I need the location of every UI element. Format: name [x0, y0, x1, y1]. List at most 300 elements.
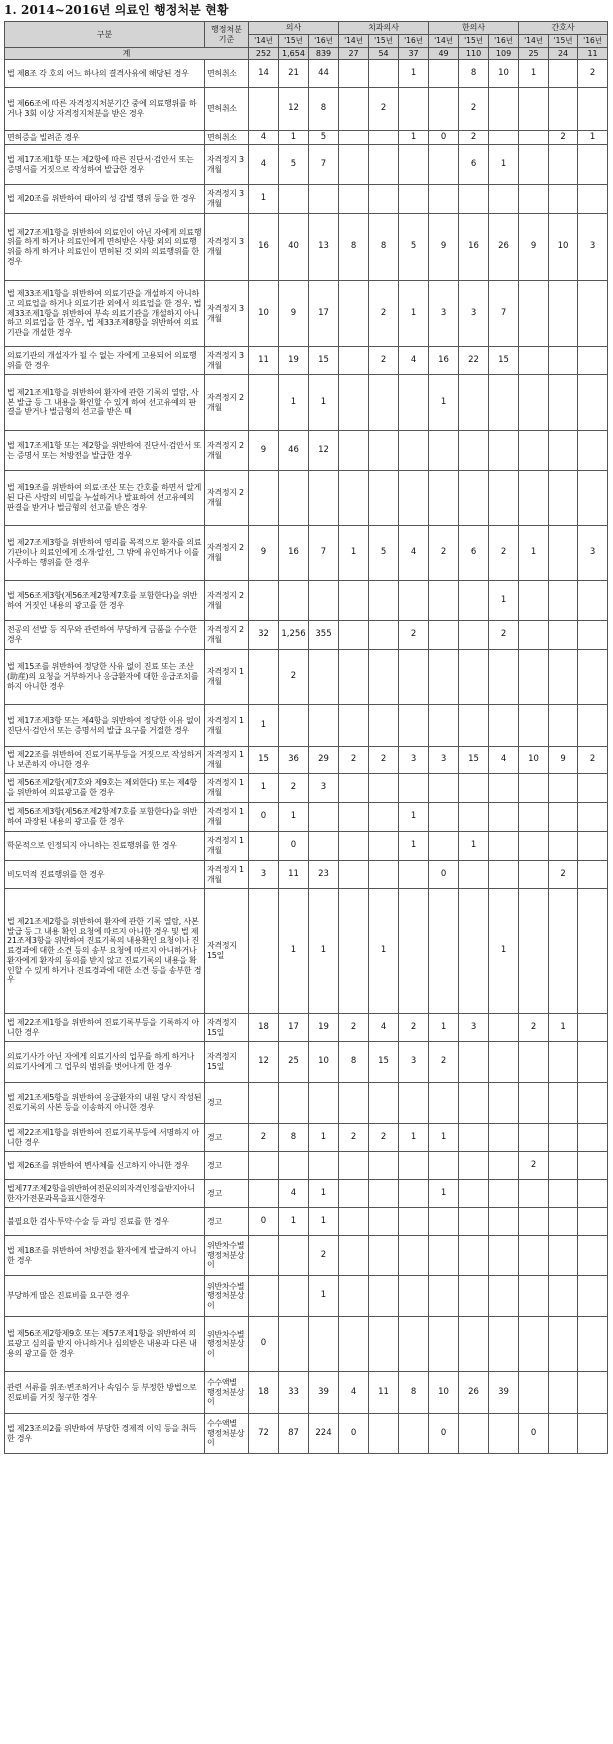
count-cell	[309, 803, 339, 832]
count-cell	[459, 861, 489, 889]
count-cell: 16	[459, 214, 489, 281]
count-cell	[549, 650, 578, 705]
count-cell: 2	[489, 621, 519, 650]
count-cell: 12	[309, 431, 339, 471]
group-header-dentist: 치과의사	[339, 22, 429, 35]
count-cell: 1	[399, 803, 429, 832]
violation-description: 법 제21조제5항을 위반하여 응급환자의 내원 당시 작성된 진료기록의 사본 등을 이송하지 아니한 경우	[5, 1083, 205, 1124]
count-cell	[429, 705, 459, 747]
violation-description: 법 제56조제2항(제7호와 제9호는 제외한다) 또는 제4항을 위반하여 의료광고를 한 경우	[5, 774, 205, 803]
count-cell: 9	[249, 431, 279, 471]
count-cell	[399, 1276, 429, 1317]
count-cell: 3	[309, 774, 339, 803]
count-cell	[519, 1180, 549, 1208]
penalty-standard: 자격정지 15일	[205, 1042, 249, 1083]
count-cell	[489, 1042, 519, 1083]
count-cell	[489, 803, 519, 832]
count-cell	[519, 1372, 549, 1414]
total-cell: 54	[369, 48, 399, 60]
count-cell	[429, 471, 459, 526]
count-cell	[519, 1208, 549, 1236]
count-cell: 5	[279, 145, 309, 185]
table-row	[5, 1414, 608, 1454]
count-cell	[549, 1317, 578, 1372]
total-cell: 27	[339, 48, 369, 60]
count-cell	[459, 1236, 489, 1276]
violation-description: 법 제17조제3항 또는 제4항을 위반하여 정당한 이유 없이 진단서·검안서 또는 증명서의 발급 요구를 거절한 경우	[5, 705, 205, 747]
count-cell: 1	[309, 1276, 339, 1317]
count-cell	[549, 705, 578, 747]
count-cell	[489, 1236, 519, 1276]
count-cell	[339, 88, 369, 131]
penalty-standard: 자격정지 1개월	[205, 774, 249, 803]
count-cell: 2	[459, 131, 489, 145]
violation-description: 법 제56조제2항제9호 또는 제57조제1항을 위반하여 의료광고 심의를 받지 아니하거나 심의받은 내용과 다른 내용의 광고를 한 경우	[5, 1317, 205, 1372]
count-cell	[519, 431, 549, 471]
year-header: '14년	[249, 35, 279, 48]
count-cell	[578, 861, 608, 889]
count-cell: 1	[429, 1014, 459, 1042]
count-cell	[429, 1208, 459, 1236]
count-cell	[399, 431, 429, 471]
count-cell	[549, 185, 578, 214]
count-cell: 32	[249, 621, 279, 650]
count-cell	[519, 832, 549, 861]
table-row	[5, 1083, 608, 1124]
total-cell: 110	[459, 48, 489, 60]
table-row	[5, 1317, 608, 1372]
count-cell	[429, 650, 459, 705]
count-cell: 21	[279, 60, 309, 88]
violation-description: 관련 서류를 위조·변조하거나 속임수 등 부정한 방법으로 진료비를 거짓 청구한 경우	[5, 1372, 205, 1414]
table-row	[5, 705, 608, 747]
table-row	[5, 145, 608, 185]
count-cell	[459, 1317, 489, 1372]
table-row	[5, 1124, 608, 1152]
table-row	[5, 861, 608, 889]
count-cell	[369, 145, 399, 185]
count-cell: 2	[279, 774, 309, 803]
count-cell: 6	[459, 145, 489, 185]
table-row	[5, 832, 608, 861]
count-cell	[339, 861, 369, 889]
count-cell: 15	[249, 747, 279, 774]
violation-description: 법 제21조제1항을 위반하여 환자에 관한 기록의 열람, 사본 발급 등 그 내용을 확인할 수 있게 하여 선고유예의 판결을 받거나 벌금형의 선고를 받은 때	[5, 375, 205, 431]
count-cell: 15	[459, 747, 489, 774]
count-cell: 2	[369, 747, 399, 774]
count-cell: 3	[459, 1014, 489, 1042]
count-cell	[519, 705, 549, 747]
count-cell	[279, 185, 309, 214]
count-cell: 1	[489, 581, 519, 621]
count-cell	[459, 1208, 489, 1236]
count-cell: 2	[339, 1014, 369, 1042]
violation-description: 학문적으로 인정되지 아니하는 진료행위를 한 경우	[5, 832, 205, 861]
count-cell	[489, 650, 519, 705]
count-cell	[578, 185, 608, 214]
count-cell: 26	[489, 214, 519, 281]
count-cell: 11	[369, 1372, 399, 1414]
count-cell: 9	[519, 214, 549, 281]
count-cell: 19	[279, 347, 309, 375]
count-cell: 15	[369, 1042, 399, 1083]
table-row	[5, 650, 608, 705]
count-cell: 1	[279, 131, 309, 145]
count-cell: 1	[279, 889, 309, 1014]
count-cell	[519, 281, 549, 347]
count-cell	[549, 889, 578, 1014]
count-cell	[519, 471, 549, 526]
count-cell	[578, 1208, 608, 1236]
count-cell	[249, 650, 279, 705]
count-cell: 0	[249, 803, 279, 832]
count-cell	[369, 1208, 399, 1236]
count-cell	[519, 581, 549, 621]
count-cell	[549, 1236, 578, 1276]
count-cell: 22	[459, 347, 489, 375]
count-cell: 2	[459, 88, 489, 131]
count-cell	[369, 774, 399, 803]
count-cell: 7	[309, 526, 339, 581]
penalty-standard: 자격정지 2개월	[205, 431, 249, 471]
count-cell	[578, 1317, 608, 1372]
count-cell	[549, 88, 578, 131]
count-cell	[429, 1276, 459, 1317]
count-cell	[429, 60, 459, 88]
count-cell	[399, 88, 429, 131]
count-cell	[519, 145, 549, 185]
count-cell: 4	[249, 131, 279, 145]
count-cell: 4	[489, 747, 519, 774]
count-cell: 1	[489, 145, 519, 185]
count-cell	[249, 1152, 279, 1180]
count-cell	[489, 1083, 519, 1124]
count-cell	[309, 1083, 339, 1124]
table-row	[5, 1042, 608, 1083]
count-cell	[519, 774, 549, 803]
count-cell	[578, 347, 608, 375]
count-cell: 2	[578, 747, 608, 774]
count-cell	[249, 832, 279, 861]
count-cell	[339, 145, 369, 185]
count-cell	[519, 621, 549, 650]
count-cell	[369, 1276, 399, 1317]
count-cell: 44	[309, 60, 339, 88]
violation-description: 법 제22조를 위반하여 진료기록부등을 거짓으로 작성하거나 보존하지 아니한 경우	[5, 747, 205, 774]
count-cell	[549, 1083, 578, 1124]
count-cell: 1	[309, 889, 339, 1014]
violation-description: 의료기사가 아닌 자에게 의료기사의 업무를 하게 하거나 의료기사에게 그 업무의 범위를 벗어나게 한 경우	[5, 1042, 205, 1083]
count-cell	[399, 145, 429, 185]
count-cell: 0	[519, 1414, 549, 1454]
count-cell: 2	[369, 281, 399, 347]
count-cell	[429, 1083, 459, 1124]
table-row	[5, 889, 608, 1014]
count-cell	[429, 621, 459, 650]
total-cell: 252	[249, 48, 279, 60]
count-cell	[578, 375, 608, 431]
count-cell	[339, 375, 369, 431]
penalty-standard: 경고	[205, 1124, 249, 1152]
count-cell	[279, 1317, 309, 1372]
count-cell: 25	[279, 1042, 309, 1083]
count-cell	[459, 471, 489, 526]
count-cell: 0	[429, 131, 459, 145]
count-cell	[249, 1083, 279, 1124]
table-row	[5, 747, 608, 774]
count-cell	[309, 650, 339, 705]
count-cell	[489, 1152, 519, 1180]
table-row	[5, 471, 608, 526]
count-cell	[549, 774, 578, 803]
count-cell	[459, 1083, 489, 1124]
count-cell	[578, 1236, 608, 1276]
group-header-oriental-doctor: 한의사	[429, 22, 519, 35]
count-cell	[309, 1152, 339, 1180]
penalty-standard: 자격정지 3개월	[205, 281, 249, 347]
count-cell: 2	[399, 621, 429, 650]
count-cell: 1	[519, 526, 549, 581]
count-cell	[578, 1042, 608, 1083]
count-cell	[399, 705, 429, 747]
count-cell: 39	[309, 1372, 339, 1414]
count-cell	[489, 375, 519, 431]
count-cell	[369, 1317, 399, 1372]
count-cell: 3	[249, 861, 279, 889]
count-cell	[489, 185, 519, 214]
count-cell	[459, 621, 489, 650]
count-cell	[549, 471, 578, 526]
count-cell	[459, 1276, 489, 1317]
count-cell	[519, 375, 549, 431]
violation-description: 법 제22조제1항을 위반하여 진료기록부등에 서명하지 아니한 경우	[5, 1124, 205, 1152]
count-cell: 1	[519, 60, 549, 88]
count-cell	[519, 1236, 549, 1276]
count-cell: 4	[399, 347, 429, 375]
table-row	[5, 375, 608, 431]
count-cell	[429, 803, 459, 832]
category-header: 구분	[5, 22, 205, 48]
count-cell	[249, 471, 279, 526]
count-cell	[549, 145, 578, 185]
penalty-standard: 자격정지 1개월	[205, 832, 249, 861]
count-cell: 12	[279, 88, 309, 131]
count-cell: 33	[279, 1372, 309, 1414]
table-row	[5, 60, 608, 88]
count-cell	[249, 581, 279, 621]
count-cell	[578, 650, 608, 705]
count-cell	[489, 832, 519, 861]
count-cell	[399, 1152, 429, 1180]
count-cell	[549, 1208, 578, 1236]
count-cell	[578, 1276, 608, 1317]
count-cell	[339, 1236, 369, 1276]
count-cell	[369, 131, 399, 145]
count-cell	[519, 1276, 549, 1317]
count-cell	[279, 1152, 309, 1180]
count-cell: 16	[429, 347, 459, 375]
count-cell	[549, 431, 578, 471]
penalty-standard: 자격정지 2개월	[205, 621, 249, 650]
count-cell	[429, 889, 459, 1014]
count-cell: 19	[309, 1014, 339, 1042]
total-cell: 11	[578, 48, 608, 60]
violation-description: 법 제15조를 위반하여 정당한 사유 없이 진료 또는 조산(助産)의 요청을 거부하거나 응급환자에 대한 응급조치를 하지 아니한 경우	[5, 650, 205, 705]
count-cell: 14	[249, 60, 279, 88]
count-cell	[459, 889, 489, 1014]
count-cell	[339, 774, 369, 803]
year-header: '15년	[459, 35, 489, 48]
count-cell	[429, 431, 459, 471]
count-cell	[519, 347, 549, 375]
count-cell: 1	[549, 1014, 578, 1042]
total-cell: 25	[519, 48, 549, 60]
count-cell: 1	[399, 281, 429, 347]
violation-description: 법제77조제2항을위반하여전문의의자격인정을받지아니한자가전문과목을표시한경우	[5, 1180, 205, 1208]
count-cell	[339, 431, 369, 471]
table-row	[5, 347, 608, 375]
count-cell	[519, 1124, 549, 1152]
count-cell: 2	[399, 1014, 429, 1042]
count-cell	[578, 832, 608, 861]
count-cell: 36	[279, 747, 309, 774]
count-cell	[489, 88, 519, 131]
count-cell: 1	[279, 375, 309, 431]
penalty-standard: 자격정지 1개월	[205, 747, 249, 774]
total-row	[5, 48, 608, 60]
count-cell	[519, 650, 549, 705]
violation-description: 법 제19조를 위반하여 의료·조산 또는 간호를 하면서 알게 된 다른 사람의 비밀을 누설하거나 발표하여 선고유예의 판결을 받거나 벌금형의 선고를 받은 경우	[5, 471, 205, 526]
count-cell: 7	[489, 281, 519, 347]
count-cell	[369, 803, 399, 832]
count-cell: 46	[279, 431, 309, 471]
violation-description: 법 제18조를 위반하여 처방전을 환자에게 발급하지 아니한 경우	[5, 1236, 205, 1276]
count-cell	[429, 185, 459, 214]
count-cell: 2	[369, 88, 399, 131]
count-cell: 1	[249, 705, 279, 747]
count-cell: 9	[429, 214, 459, 281]
count-cell: 17	[279, 1014, 309, 1042]
count-cell: 4	[399, 526, 429, 581]
violation-description: 전공의 선발 등 직무와 관련하여 부당하게 금품을 수수한 경우	[5, 621, 205, 650]
group-header-nurse: 간호사	[519, 22, 608, 35]
total-label: 계	[5, 48, 249, 60]
year-header: '16년	[309, 35, 339, 48]
count-cell: 10	[429, 1372, 459, 1414]
count-cell: 0	[249, 1317, 279, 1372]
count-cell: 3	[578, 526, 608, 581]
count-cell	[459, 803, 489, 832]
count-cell	[369, 1236, 399, 1276]
count-cell: 2	[549, 861, 578, 889]
count-cell	[578, 889, 608, 1014]
table-row	[5, 1208, 608, 1236]
count-cell	[549, 281, 578, 347]
year-header: '14년	[429, 35, 459, 48]
count-cell	[339, 281, 369, 347]
count-cell: 13	[309, 214, 339, 281]
penalty-standard: 경고	[205, 1152, 249, 1180]
count-cell	[549, 1180, 578, 1208]
count-cell	[459, 1152, 489, 1180]
year-header: '15년	[549, 35, 578, 48]
violation-description: 법 제56조제3항(제56조제2항제7호를 포함한다)을 위반하여 과장된 내용의 광고를 한 경우	[5, 803, 205, 832]
count-cell	[339, 131, 369, 145]
count-cell: 18	[249, 1372, 279, 1414]
count-cell	[399, 1414, 429, 1454]
count-cell	[369, 185, 399, 214]
total-cell: 49	[429, 48, 459, 60]
count-cell	[429, 1236, 459, 1276]
count-cell	[399, 1236, 429, 1276]
count-cell: 5	[369, 526, 399, 581]
standard-header: 행정처분 기준	[205, 22, 249, 48]
violation-description: 법 제56조제3항(제56조제2항제7호를 포함한다)을 위반하여 거짓인 내용의 광고를 한 경우	[5, 581, 205, 621]
count-cell: 0	[429, 861, 459, 889]
penalty-standard: 경고	[205, 1083, 249, 1124]
count-cell	[339, 803, 369, 832]
count-cell	[369, 1180, 399, 1208]
document-title: 1. 2014~2016년 의료인 행정처분 현황	[4, 3, 229, 17]
count-cell	[489, 471, 519, 526]
count-cell	[429, 774, 459, 803]
count-cell	[578, 1414, 608, 1454]
count-cell: 1	[399, 131, 429, 145]
penalty-standard: 수수액별 행정처분상이	[205, 1414, 249, 1454]
table-row	[5, 281, 608, 347]
count-cell	[578, 1180, 608, 1208]
count-cell	[369, 60, 399, 88]
count-cell	[549, 581, 578, 621]
violation-description: 비도덕적 진료행위를 한 경우	[5, 861, 205, 889]
count-cell	[489, 1208, 519, 1236]
count-cell	[459, 1414, 489, 1454]
count-cell: 40	[279, 214, 309, 281]
count-cell	[339, 347, 369, 375]
year-header: '16년	[489, 35, 519, 48]
count-cell	[309, 832, 339, 861]
count-cell	[519, 185, 549, 214]
count-cell: 26	[459, 1372, 489, 1414]
count-cell	[339, 1208, 369, 1236]
year-header: '15년	[369, 35, 399, 48]
table-row	[5, 526, 608, 581]
table-row	[5, 1276, 608, 1317]
penalty-standard: 자격정지 3개월	[205, 145, 249, 185]
count-cell	[459, 1180, 489, 1208]
count-cell: 10	[549, 214, 578, 281]
count-cell	[459, 1124, 489, 1152]
count-cell	[429, 581, 459, 621]
table-row	[5, 621, 608, 650]
violation-description: 법 제17조제1항 또는 제2항을 위반하여 진단서·검안서 또는 증명서 또는 처방전을 발급한 경우	[5, 431, 205, 471]
count-cell	[549, 1124, 578, 1152]
count-cell	[489, 705, 519, 747]
count-cell	[578, 1372, 608, 1414]
table-row	[5, 1372, 608, 1414]
count-cell	[309, 185, 339, 214]
penalty-standard: 자격정지 1개월	[205, 861, 249, 889]
count-cell	[489, 431, 519, 471]
count-cell	[399, 581, 429, 621]
count-cell	[459, 1042, 489, 1083]
count-cell: 8	[339, 1042, 369, 1083]
penalty-standard: 면허취소	[205, 131, 249, 145]
violation-description: 면허증을 빌려준 경우	[5, 131, 205, 145]
count-cell: 3	[399, 747, 429, 774]
count-cell	[459, 431, 489, 471]
count-cell: 1	[399, 832, 429, 861]
